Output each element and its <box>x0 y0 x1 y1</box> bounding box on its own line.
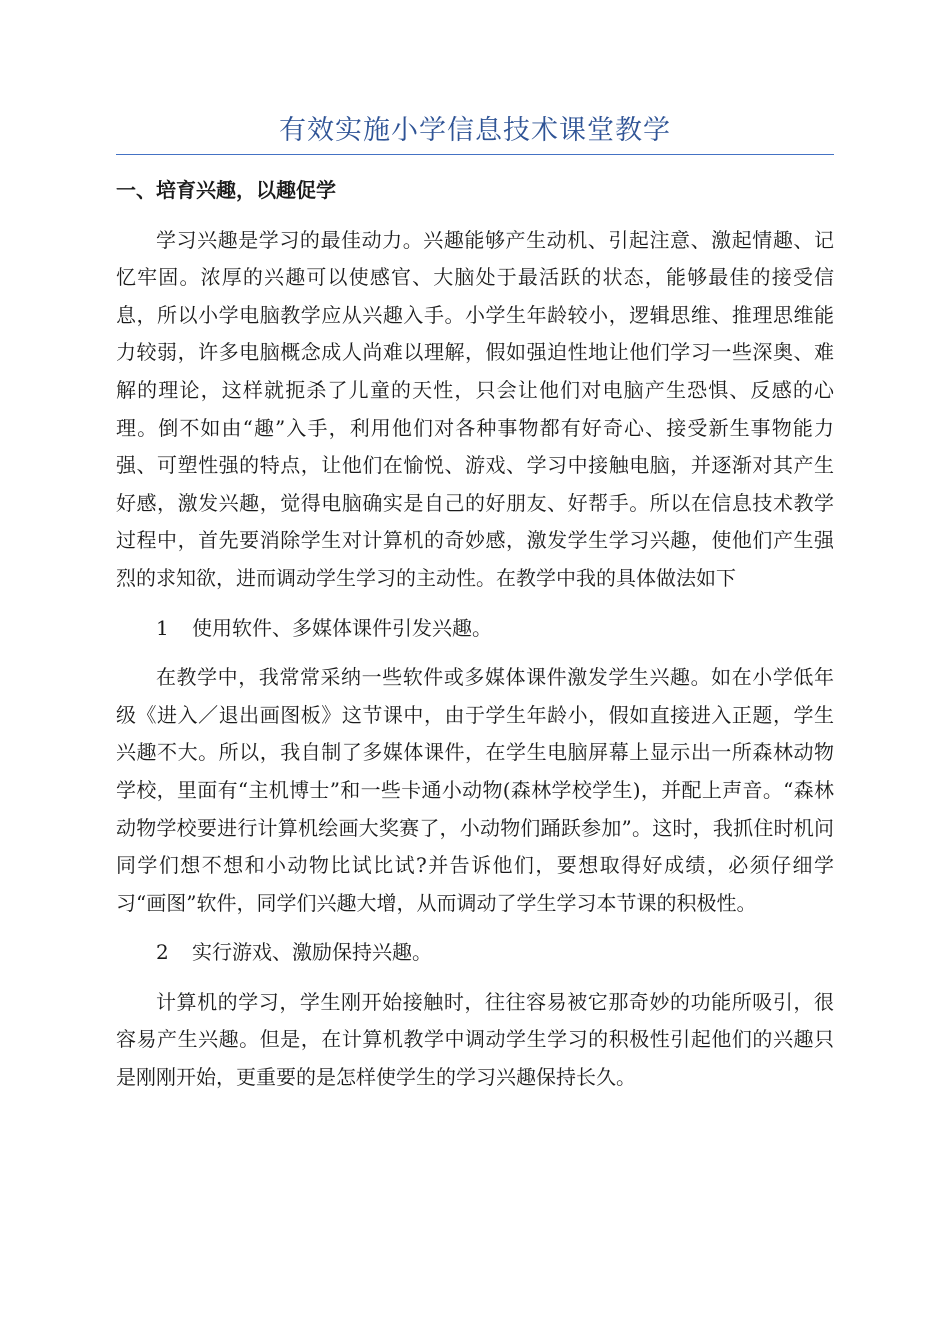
list-item-text: 使用软件、多媒体课件引发兴趣。 <box>192 615 492 640</box>
list-item-1 <box>116 610 834 648</box>
body-paragraph-3: 计算机的学习，学生刚开始接触时，往往容易被它那奇妙的功能所吸引，很容易产生兴趣。但是，在计算机教学中调动学生学习的积极性引起他们的兴趣只是刚刚开始，更重要的是怎样使学生的学习兴趣保持长久。 <box>116 989 834 1090</box>
document-body <box>116 172 834 1109</box>
body-paragraph-2: 在教学中，我常常采纳一些软件或多媒体课件激发学生兴趣。如在小学低年级《进入／退出画图板》这节课中，由于学生年龄小，假如直接进入正题，学生兴趣不大。所以，我自制了多媒体课件，在学生电脑屏幕上显示出一所森林动物学校，里面有“主机博士”和一些卡通小动物(森林学校学生)，并配上声音。“森林动物学校要进行计算机绘画大奖赛了，小动物们踊跃参加”。这时，我抓住时机问同学们想不想和小动物比试比试?并告诉他们，要想取得好成绩，必须仔细学习“画图”软件，同学们兴趣大增，从而调动了学生学习本节课的积极性。 <box>116 665 834 915</box>
section-heading: 一、培育兴趣，以趣促学 <box>116 178 336 202</box>
list-item-number: 2 <box>156 940 169 965</box>
title-underline <box>116 154 834 155</box>
body-paragraph-1: 学习兴趣是学习的最佳动力。兴趣能够产生动机、引起注意、激起情趣、记忆牢固。浓厚的兴趣可以使感官、大脑处于最活跃的状态，能够最佳的接受信息，所以小学电脑教学应从兴趣入手。小学生年龄较小，逻辑思维、推理思维能力较弱，许多电脑概念成人尚难以理解，假如强迫性地让他们学习一些深奥、难解的理论，这样就扼杀了儿童的天性，只会让他们对电脑产生恐惧、反感的心理。倒不如由“趣”入手，利用他们对各种事物都有好奇心、接受新生事物能力强、可塑性强的特点，让他们在愉悦、游戏、学习中接触电脑，并逐渐对其产生好感，激发兴趣，觉得电脑确实是自己的好朋友、好帮手。所以在信息技术教学过程中，首先要消除学生对计算机的奇妙感，激发学生学习兴趣，使他们产生强烈的求知欲，进而调动学生学习的主动性。在教学中我的具体做法如下 <box>116 227 834 590</box>
list-item-2 <box>116 934 834 972</box>
list-item-text: 实行游戏、激励保持兴趣。 <box>192 940 432 965</box>
list-item-number: 1 <box>156 615 169 640</box>
document-title: 有效实施小学信息技术课堂教学 <box>279 115 671 146</box>
